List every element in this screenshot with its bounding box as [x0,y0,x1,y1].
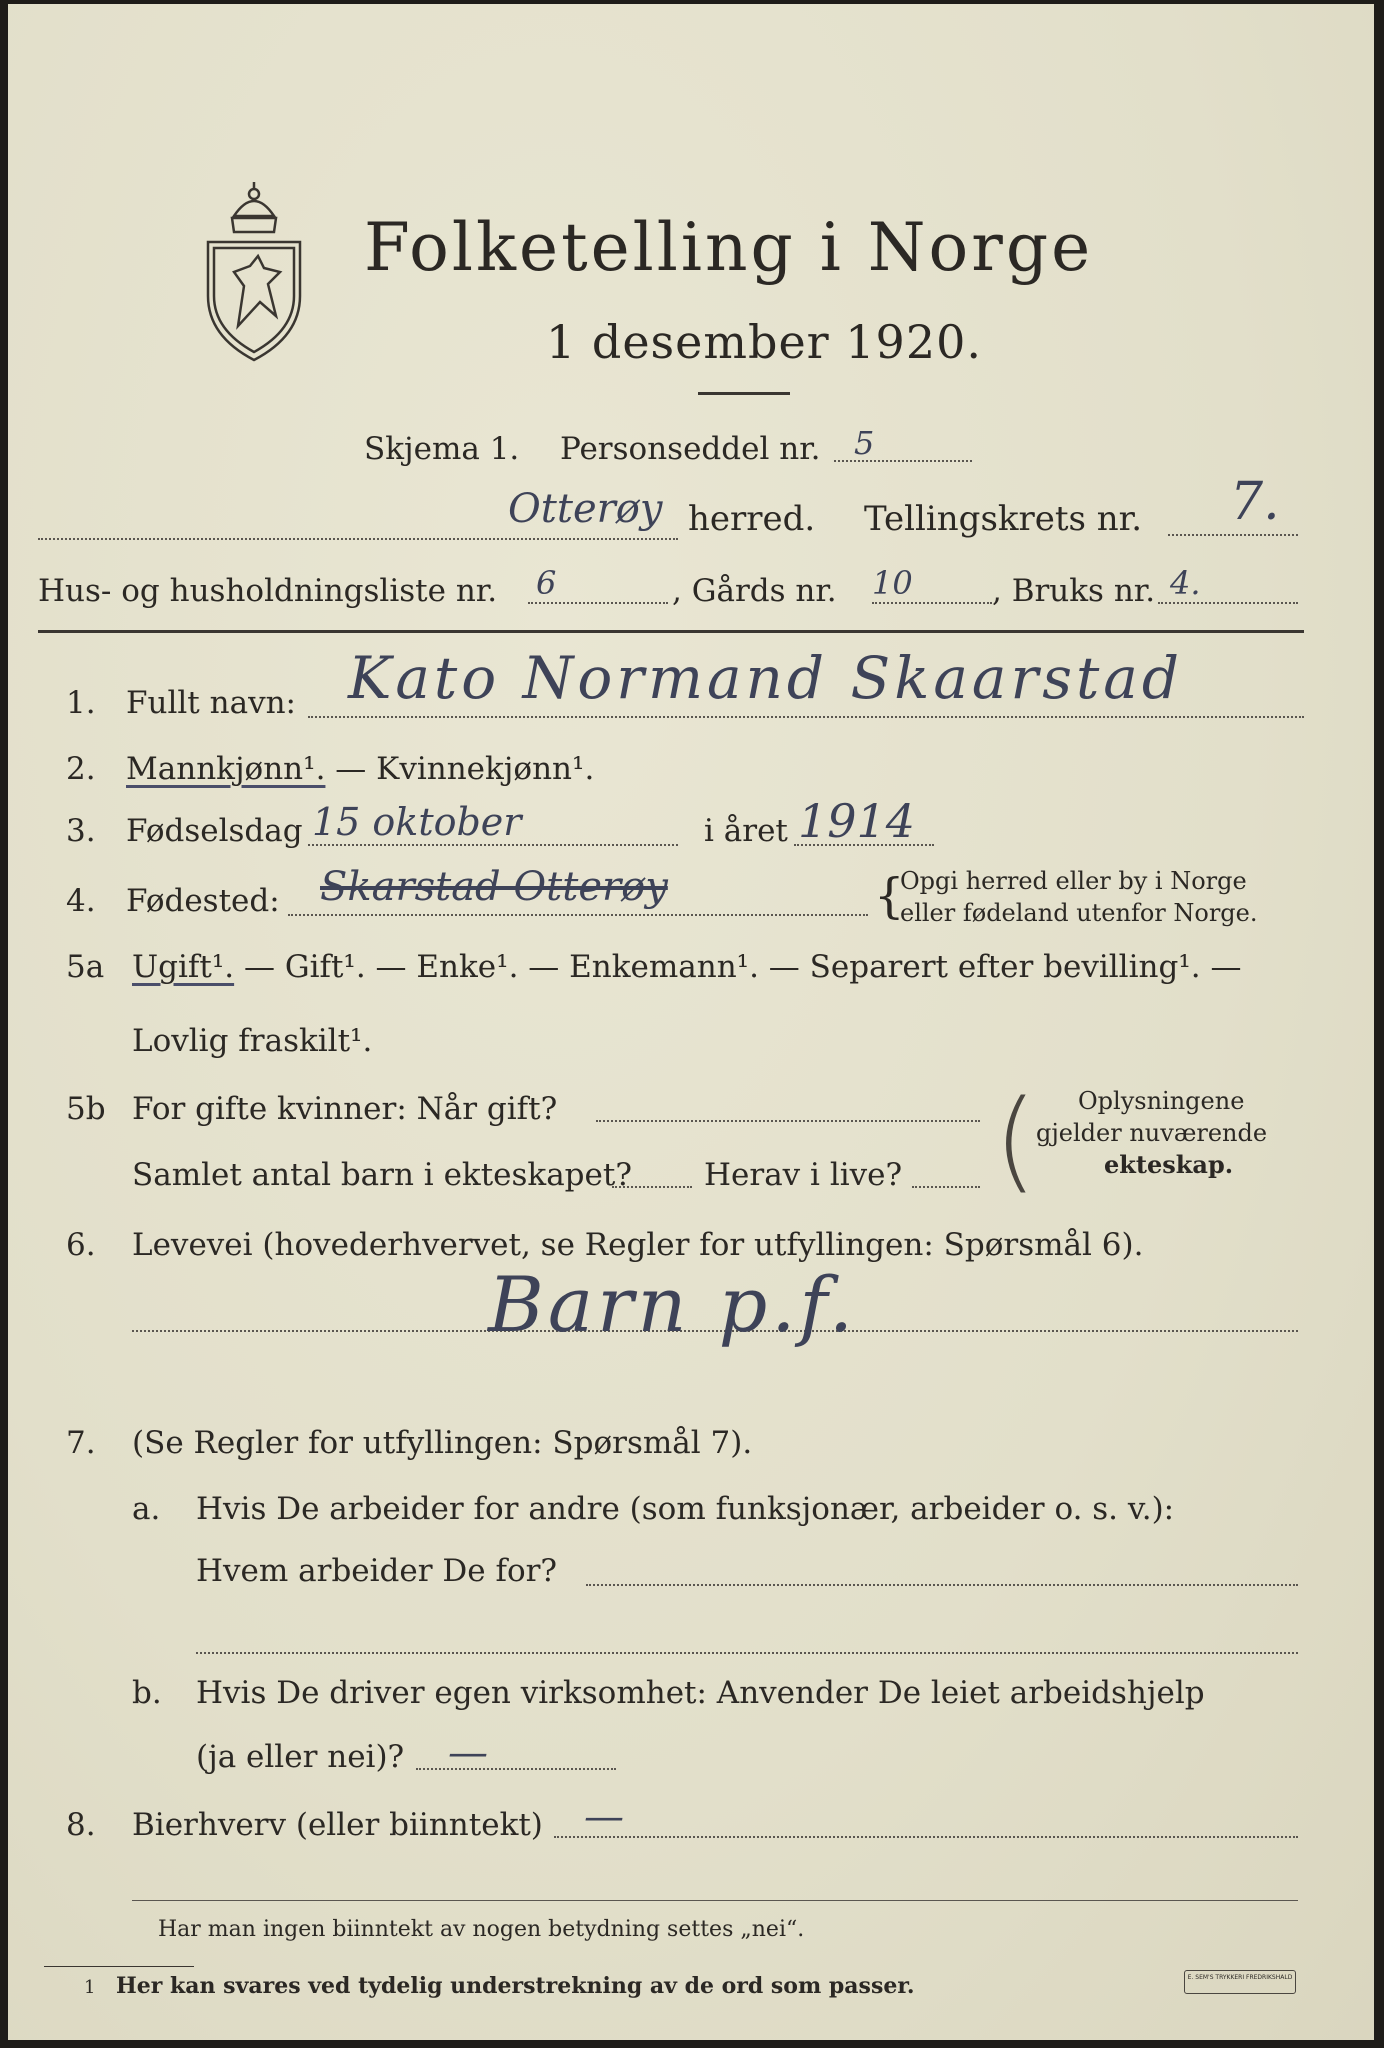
q6-label: Levevei (hovederhvervet, se Regler for utfyllingen: Spørsmål 6). [132,1227,1144,1263]
q6-occupation-value[interactable]: Barn p.f. [488,1260,857,1349]
q8-number: 8. [66,1807,96,1843]
q7a-number: a. [132,1491,161,1527]
q2-gender [126,750,594,788]
q3-day-line [308,844,678,846]
herred-label: herred. [688,499,816,539]
q4-note-line1: Opgi herred eller by i Norge [900,867,1247,895]
census-date: 1 desember 1920. [546,315,982,369]
q8-value[interactable]: — [584,1794,624,1840]
q7b-line1: Hvis De driver egen virksomhet: Anvender De leiet arbeidshjelp [196,1675,1205,1711]
bruks-line [1158,602,1298,604]
personseddel-value[interactable]: 5 [854,424,875,462]
q7a-line2: Hvem arbeider De for? [196,1553,558,1589]
q1-number: 1. [66,685,96,721]
q5a-options [132,948,1241,986]
q7a-employer-line [586,1584,1298,1586]
q5b-alive-label: Herav i live? [704,1157,903,1193]
herred-line [38,538,678,540]
q8-label: Bierhverv (eller biinntekt) [132,1807,543,1843]
q3-label: Fødselsdag [126,813,303,849]
q5b-children-line [612,1186,692,1188]
q7-label: (Se Regler for utfyllingen: Spørsmål 7). [132,1425,753,1461]
q5b-children-label: Samlet antal barn i ekteskapet? [132,1157,632,1193]
q5a-ugift-option[interactable]: Ugift¹. [132,949,235,985]
tellingskrets-label: Tellingskrets nr. [864,499,1143,539]
q5b-married-line [596,1120,980,1122]
q4-line [288,914,868,916]
bruks-value[interactable]: 4. [1170,564,1201,602]
tellingskrets-value[interactable]: 7. [1230,472,1280,532]
q6-number: 6. [66,1227,96,1263]
q4-note-line2: eller fødeland utenfor Norge. [900,899,1258,927]
tellingskrets-line [1168,534,1298,536]
q8-line [554,1836,1298,1838]
q7b-answer-value[interactable]: — [448,1730,488,1776]
q4-birthplace-value[interactable]: Skarstad Otterøy [320,864,668,910]
q5b-note2: gjelder nuværende [1036,1119,1268,1147]
q2-male-option[interactable]: Mannkjønn¹. [126,751,326,787]
q3-number: 3. [66,813,96,849]
hus-label: Hus- og husholdningsliste nr. [38,573,498,609]
form-title: Folketelling i Norge [364,209,1094,286]
q7a-line1: Hvis De arbeider for andre (som funksjonær, arbeider o. s. v.): [196,1491,1175,1527]
census-form [8,4,1374,2040]
skjema-label: Skjema 1. [364,431,520,467]
q4-number: 4. [66,883,96,919]
q2-female-option[interactable]: Kvinnekjønn¹. [376,751,595,787]
q2-separator: — [325,751,377,787]
q7b-number: b. [132,1675,162,1711]
gards-label: , Gårds nr. [672,573,837,609]
personseddel-label: Personseddel nr. [560,431,821,467]
q2-number: 2. [66,751,96,787]
title-divider [698,392,790,395]
herred-value[interactable]: Otterøy [508,486,663,532]
gards-value[interactable]: 10 [872,564,913,602]
printer-mark-text: E. SEM'S TRYKKERI FREDRIKSHALD [1187,1974,1293,1981]
q5b-married-label: For gifte kvinner: Når gift? [132,1091,558,1127]
q5b-alive-line [912,1186,980,1188]
norway-coat-of-arms-icon [194,176,314,366]
footnote-text: Her kan svares ved tydelig understrekning av de ord som passer. [116,1973,915,1999]
q1-line [308,716,1304,718]
printer-mark [1184,1970,1296,1994]
q5a-number: 5a [66,949,105,985]
hus-value[interactable]: 6 [536,564,557,602]
q3-year-label: i året [704,813,788,849]
q5a-other-options[interactable]: — Gift¹. — Enke¹. — Enkemann¹. — Separert efter bevilling¹. — [234,949,1242,985]
q7b-answer-line [416,1768,616,1770]
footer-note: Har man ingen biinntekt av nogen betydning settes „nei“. [158,1917,805,1942]
q4-brace: { [874,868,905,924]
q5b-bracket: ( [994,1076,1037,1204]
q4-label: Fødested: [126,883,280,919]
q3-day-value[interactable]: 15 oktober [312,800,522,844]
footnote-divider [44,1966,194,1967]
q7-number: 7. [66,1425,96,1461]
q5a-lovlig-fraskilt[interactable]: Lovlig fraskilt¹. [132,1023,373,1059]
footnote-number: 1 [84,1977,96,1998]
hus-line [528,602,668,604]
q5b-number: 5b [66,1091,106,1127]
bruks-label: , Bruks nr. [992,573,1156,609]
q8-extra-line [132,1900,1298,1901]
q3-year-value[interactable]: 1914 [798,794,916,848]
q5b-note3: ekteskap. [1104,1150,1234,1179]
q7a-extra-line [196,1652,1298,1654]
gards-line [872,602,992,604]
q7b-line2: (ja eller nei)? [196,1739,405,1775]
q1-full-name[interactable]: Kato Normand Skaarstad [348,644,1184,712]
q5b-note1: Oplysningene [1078,1087,1245,1115]
q1-label: Fullt navn: [126,685,296,721]
header-divider [38,630,1304,633]
